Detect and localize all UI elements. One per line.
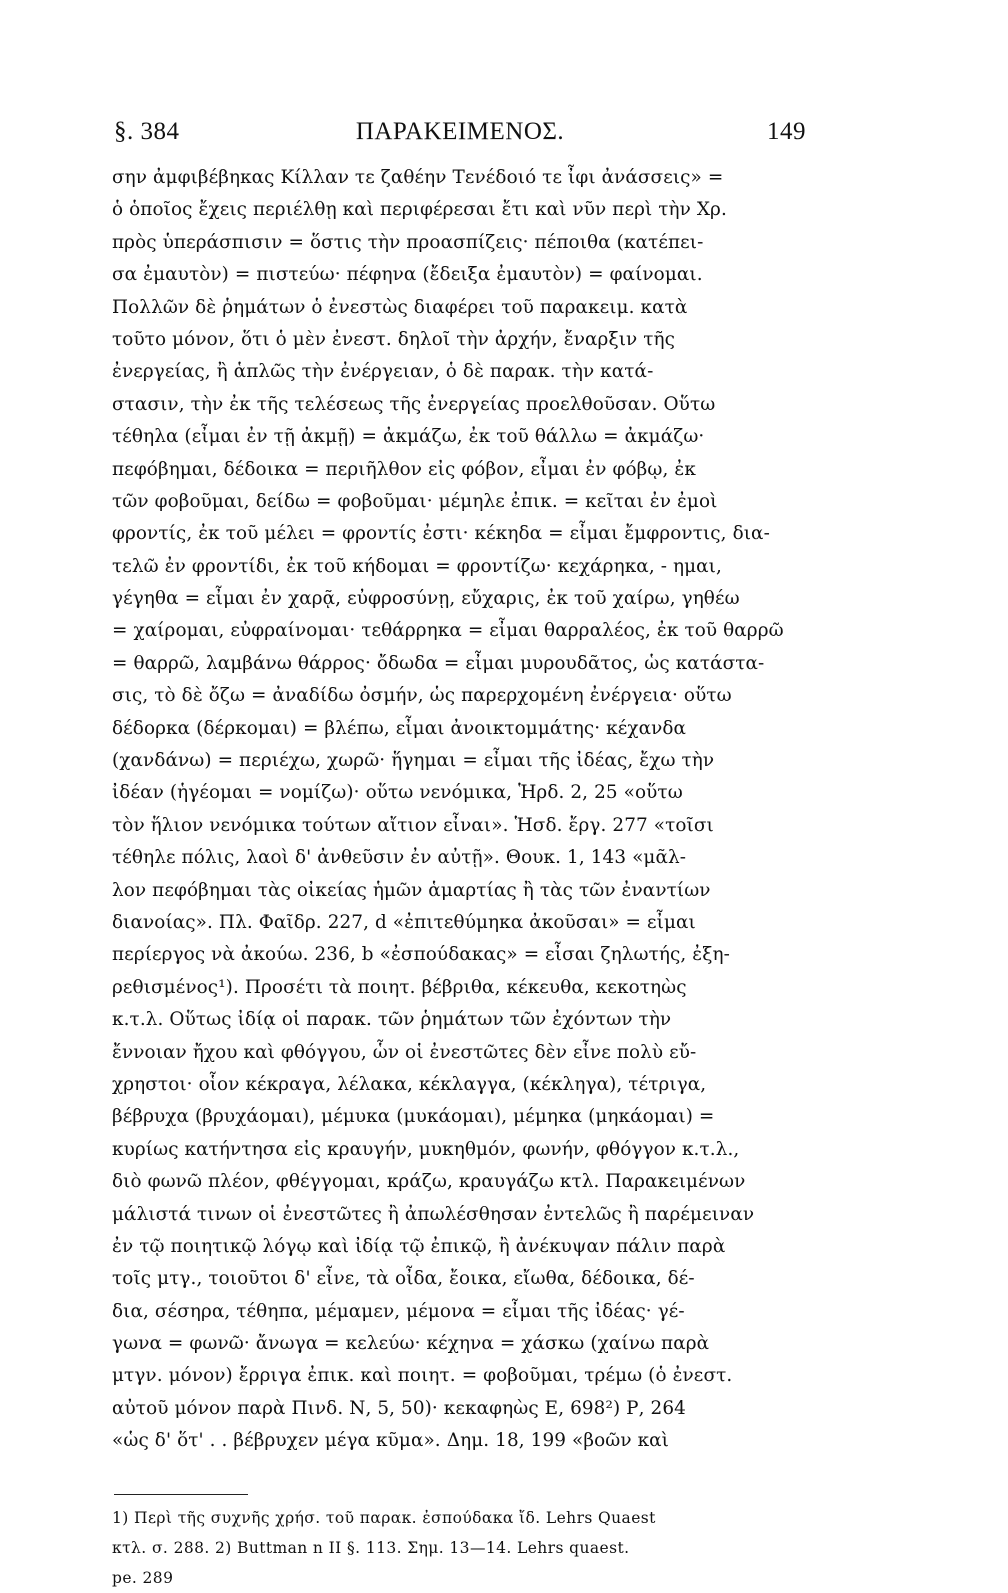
text-line: τελῶ ἐν φροντίδι, ἐκ τοῦ κήδομαι = φροντίζω· κεχάρηκα, - ημαι,	[112, 555, 722, 577]
text-line: ἔννοιαν ἤχου καὶ φθόγγου, ὧν οἱ ἐνεστῶτες δὲν εἶνε πολὺ εὔ-	[112, 1041, 697, 1063]
page-number: 149	[767, 118, 806, 145]
text-line: φροντίς, ἐκ τοῦ μέλει = φροντίς ἐστι· κέκηδα = εἶμαι ἔμφροντις, δια-	[112, 523, 770, 545]
text-line: ἰδέαν (ἡγέομαι = νομίζω)· οὕτω νενόμικα, Ἡρδ. 2, 25 «οὕτω	[112, 782, 683, 804]
text-line: περίεργος νὰ ἀκούω. 236, b «ἐσπούδακας» = εἶσαι ζηλωτής, ἐξη-	[112, 944, 730, 966]
text-line: = χαίρομαι, εὐφραίνομαι· τεθάρρηκα = εἶμαι θαρραλέος, ἐκ τοῦ θαρρῶ	[112, 620, 784, 642]
text-line: τοῖς μτγ., τοιοῦτοι δ' εἶνε, τὰ οἶδα, ἔοικα, εἴωθα, δέδοικα, δέ-	[112, 1268, 695, 1290]
text-line: πεφόβημαι, δέδοικα = περιῆλθον εἰς φόβον, εἶμαι ἐν φόβῳ, ἐκ	[112, 458, 696, 480]
text-line: πρὸς ὑπεράσπισιν = ὅστις τὴν προασπίζεις· πέποιθα (κατέπει-	[112, 231, 704, 253]
section-number: §. 384	[114, 118, 180, 145]
text-line: = θαρρῶ, λαμβάνω θάρρος· ὄδωδα = εἶμαι μυρουδᾶτος, ὡς κατάστα-	[112, 652, 765, 674]
text-line: τοῦτο μόνον, ὅτι ὁ μὲν ἐνεστ. δηλοῖ τὴν ἀρχήν, ἔναρξιν τῆς	[112, 328, 676, 350]
text-line: ὁ ὁποῖος ἔχεις περιέλθῃ καὶ περιφέρεσαι ἔτι καὶ νῦν περὶ τὴν Χρ.	[112, 199, 727, 221]
text-line: χρηστοι· οἷον κέκραγα, λέλακα, κέκλαγγα, (κέκληγα), τέτριγα,	[112, 1073, 707, 1095]
text-line: σην ἀμφιβέβηκας Κίλλαν τε ζαθέην Τενέδοιό τε ἶφι ἀνάσσεις» =	[112, 167, 724, 188]
text-line: δέδορκα (δέρκομαι) = βλέπω, εἶμαι ἀνοικτομμάτης· κέχανδα	[112, 717, 687, 739]
text-line: κυρίως κατήντησα εἰς κραυγήν, μυκηθμόν, φωνήν, φθόγγον κ.τ.λ.,	[112, 1138, 740, 1160]
text-line: τὸν ἥλιον νενόμικα τούτων αἴτιον εἶναι». Ἡσδ. ἔργ. 277 «τοῖσι	[112, 814, 714, 836]
footnote-divider	[114, 1494, 248, 1495]
text-line: μάλιστά τινων οἱ ἐνεστῶτες ἢ ἀπωλέσθησαν ἐντελῶς ἢ παρέμειναν	[112, 1203, 755, 1225]
text-line: τῶν φοβοῦμαι, δείδω = φοβοῦμαι· μέμηλε ἐπικ. = κεῖται ἐν ἐμοὶ	[112, 490, 718, 512]
body-text	[112, 162, 808, 1458]
footnote-line: pe. 289	[112, 1568, 174, 1587]
footnote-line: κτλ. σ. 288. 2) Buttman n II §. 113. Σημ. 13—14. Lehrs quaest.	[112, 1538, 630, 1557]
text-line: λον πεφόβημαι τὰς οἰκείας ἡμῶν ἁμαρτίας ἢ τὰς τῶν ἐναντίων	[112, 879, 711, 901]
text-line: γωνα = φωνῶ· ἄνωγα = κελεύω· κέχηνα = χάσκω (χαίνω παρὰ	[112, 1333, 710, 1355]
text-line: δια, σέσηρα, τέθηπα, μέμαμεν, μέμονα = εἶμαι τῆς ἰδέας· γέ-	[112, 1300, 685, 1322]
text-line: διὸ φωνῶ πλέον, φθέγγομαι, κράζω, κραυγάζω κτλ. Παρακειμένων	[112, 1171, 746, 1193]
text-line: «ὡς δ' ὅτ' . . βέβρυχεν μέγα κῦμα». Δημ. 18, 199 «βοῶν καὶ	[112, 1430, 669, 1452]
text-line: ἐν τῷ ποιητικῷ λόγῳ καὶ ἰδίᾳ τῷ ἐπικῷ, ἢ ἀνέκυψαν πάλιν παρὰ	[112, 1235, 726, 1257]
document-page	[112, 112, 808, 1593]
text-line: στασιν, τὴν ἐκ τῆς τελέσεως τῆς ἐνεργείας προελθοῦσαν. Οὕτω	[112, 393, 716, 415]
text-line: Πολλῶν δὲ ῥημάτων ὁ ἐνεστὼς διαφέρει τοῦ παρακειμ. κατὰ	[112, 296, 688, 318]
text-line: μτγν. μόνον) ἔρριγα ἐπικ. καὶ ποιητ. = φοβοῦμαι, τρέμω (ὁ ἐνεστ.	[112, 1365, 733, 1387]
running-header	[112, 112, 808, 154]
text-line: γέγηθα = εἶμαι ἐν χαρᾷ, εὐφροσύνῃ, εὔχαρις, ἐκ τοῦ χαίρω, γηθέω	[112, 588, 740, 610]
text-line: ρεθισμένος¹). Προσέτι τὰ ποιητ. βέβριθα, κέκευθα, κεκοτηὼς	[112, 976, 687, 998]
text-line: τέθηλα (εἶμαι ἐν τῇ ἀκμῇ) = ἀκμάζω, ἐκ τοῦ θάλλω = ἀκμάζω·	[112, 426, 705, 448]
text-line: σα ἐμαυτὸν) = πιστεύω· πέφηνα (ἔδειξα ἐμαυτὸν) = φαίνομαι.	[112, 264, 703, 286]
footnote-line: 1) Περὶ τῆς συχνῆς χρήσ. τοῦ παρακ. ἐσπούδακα ἴδ. Lehrs Quaest	[112, 1508, 656, 1527]
text-line: ἐνεργείας, ἢ ἁπλῶς τὴν ἐνέργειαν, ὁ δὲ παρακ. τὴν κατά-	[112, 361, 654, 383]
text-line: σις, τὸ δὲ ὄζω = ἀναδίδω ὀσμήν, ὡς παρερχομένη ἐνέργεια· οὕτω	[112, 685, 732, 707]
text-line: τέθηλε πόλις, λαοὶ δ' ἀνθεῦσιν ἐν αὐτῇ». Θουκ. 1, 143 «μᾶλ-	[112, 847, 687, 869]
text-line: διανοίας». Πλ. Φαῖδρ. 227, d «ἐπιτεθύμηκα ἀκοῦσαι» = εἶμαι	[112, 911, 696, 933]
page-title: ΠΑΡΑΚΕΙΜΕΝΟΣ.	[355, 118, 565, 145]
text-line: (χανδάνω) = περιέχω, χωρῶ· ἥγημαι = εἶμαι τῆς ἰδέας, ἔχω τὴν	[112, 750, 715, 772]
text-line: κ.τ.λ. Οὕτως ἰδίᾳ οἱ παρακ. τῶν ῥημάτων τῶν ἐχόντων τὴν	[112, 1009, 672, 1031]
text-line: βέβρυχα (βρυχάομαι), μέμυκα (μυκάομαι), μέμηκα (μηκάομαι) =	[112, 1106, 715, 1128]
footnotes	[112, 1503, 808, 1593]
text-line: αὐτοῦ μόνον παρὰ Πινδ. Ν, 5, 50)· κεκαφηὼς Ε, 698²) Ρ, 264	[112, 1397, 686, 1419]
